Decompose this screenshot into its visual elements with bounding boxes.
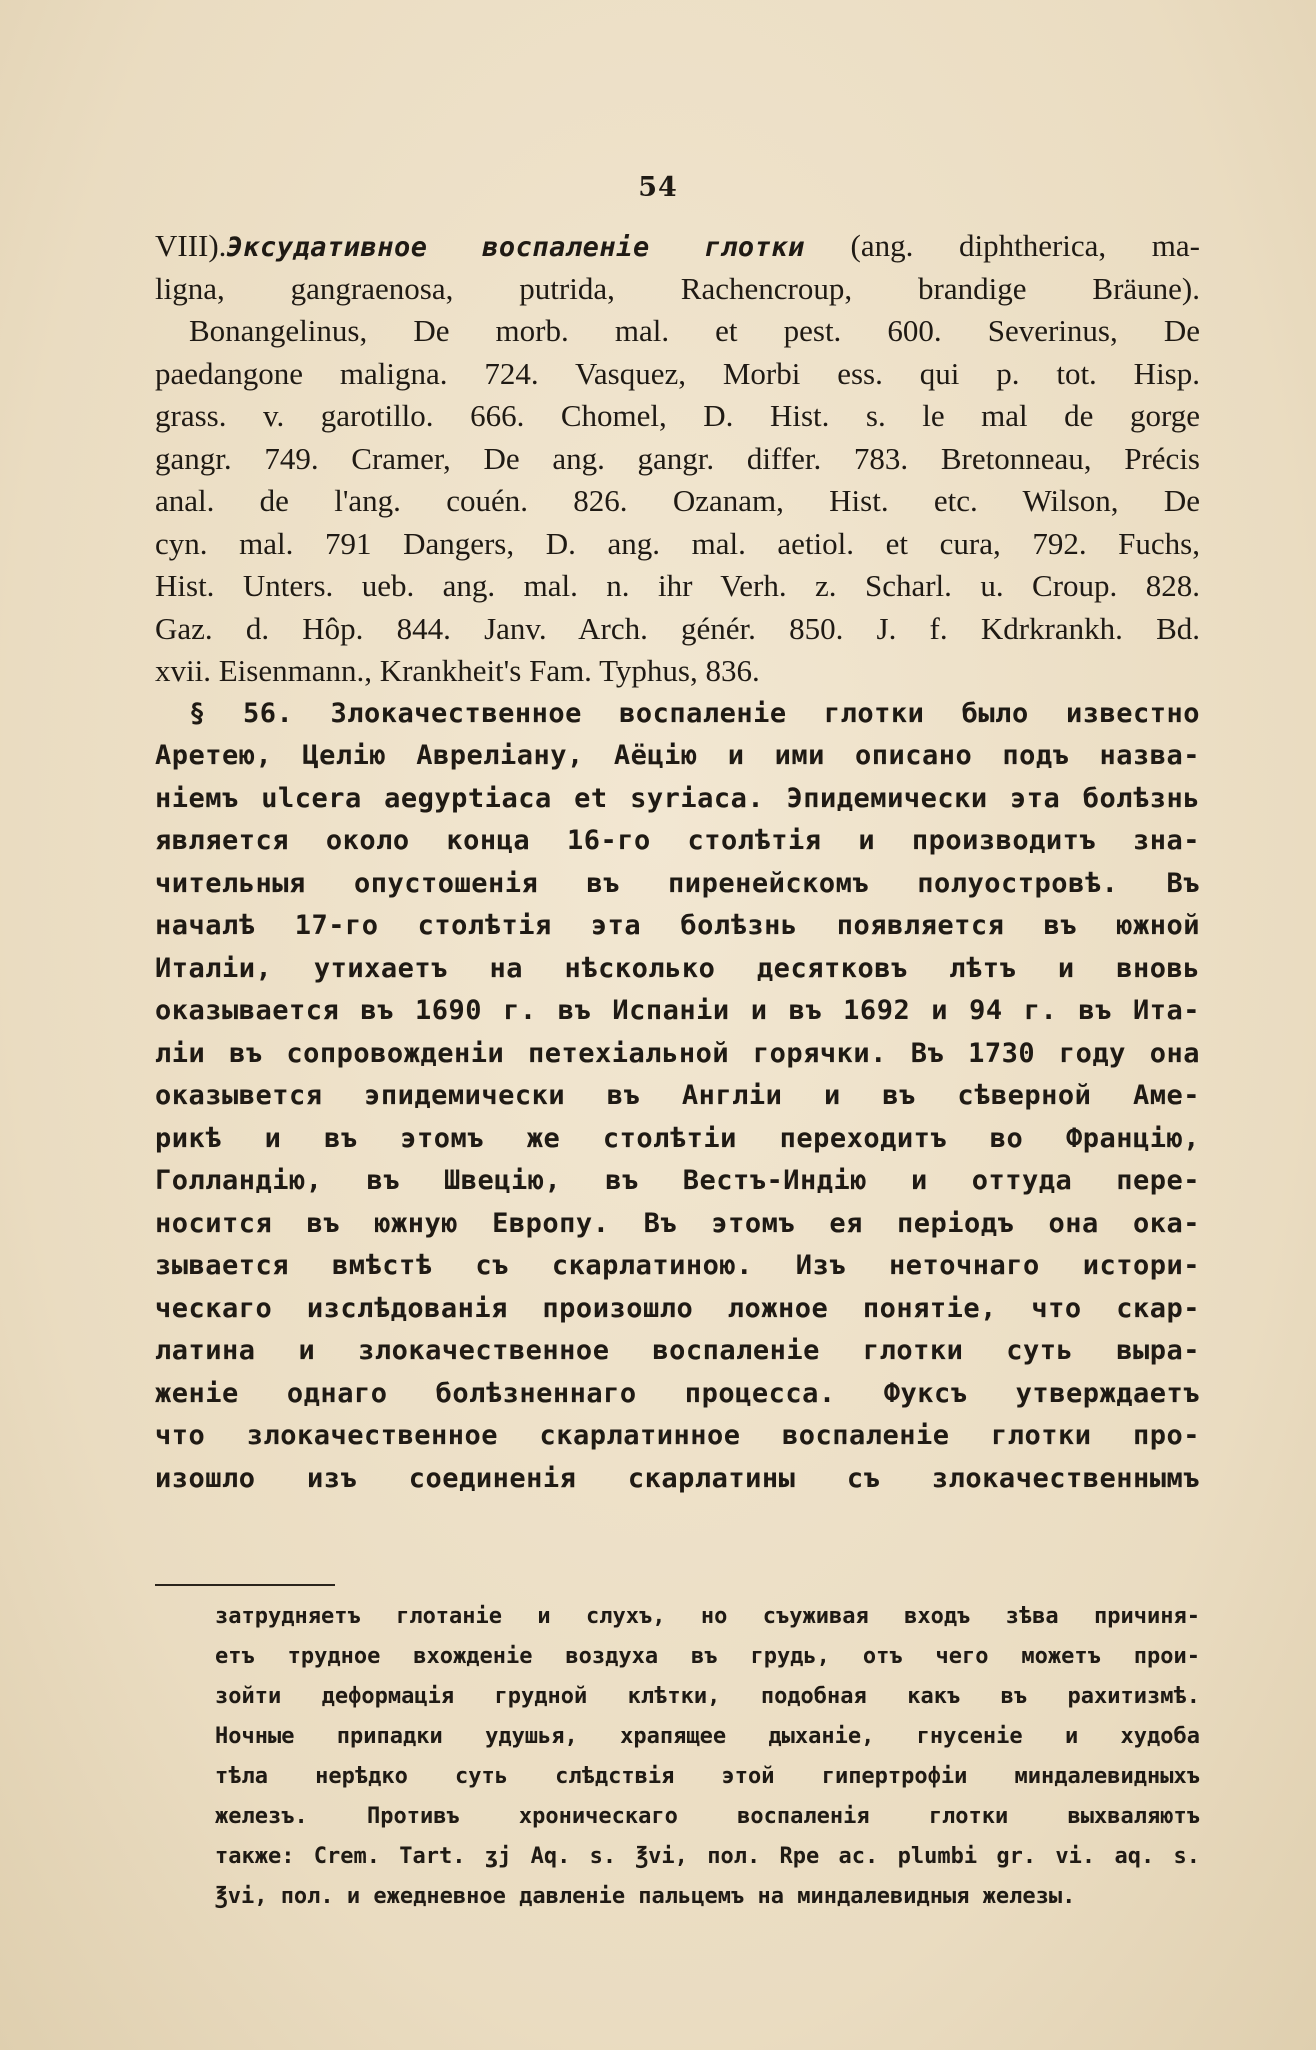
footnote-line: железъ. Противъ хроническаго воспаленія глотки выхваляютъ: [215, 1804, 1200, 1829]
heading-prefix: VIII).: [155, 228, 227, 263]
bibliography-line: gangr. 749. Cramer, De ang. gangr. differ. 783. Bretonneau, Précis: [155, 440, 1200, 476]
footnote-line: также: Crem. Tart. ʒj Aq. s. ℥vi, пол. Rpe ac. plumbi gr. vi. aq. s.: [215, 1844, 1200, 1869]
bibliography-line: grass. v. garotillo. 666. Chomel, D. Hist. s. le mal de gorge: [155, 398, 1200, 433]
bibliography-line: xvii. Eisenmann., Krankheit's Fam. Typhus, 836.: [155, 653, 760, 688]
bibliography-line: ligna, gangraenosa, putrida, Rachencroup, brandige Bräune).: [155, 270, 1200, 306]
page-number: 54: [638, 172, 678, 203]
section-paragraph-line: началѣ 17-го столѣтія эта болѣзнь появляется въ южной: [155, 910, 1200, 941]
footnote-line: затрудняетъ глотаніе и слухъ, но съуживая входъ зѣва причиня-: [215, 1604, 1200, 1629]
section-paragraph-line: является около конца 16-го столѣтія и производитъ зна-: [155, 825, 1200, 856]
bibliography-line: paedangone maligna. 724. Vasquez, Morbi ess. qui p. tot. Hisp.: [155, 355, 1200, 391]
footnote-line: зойти деформація грудной клѣтки, подобная какъ въ рахитизмѣ.: [215, 1684, 1200, 1709]
section-paragraph-line: Голландію, въ Швецію, въ Вестъ-Индію и оттуда пере-: [155, 1165, 1200, 1196]
heading-title: Эксудативное воспаленіе глотки: [226, 232, 805, 263]
footnote-line: тѣла нерѣдко суть слѣдствія этой гипертрофіи миндалевидныхъ: [215, 1764, 1200, 1789]
section-paragraph-line: изошло изъ соединенія скарлатины съ злокачественнымъ: [155, 1462, 1200, 1494]
section-paragraph-line: ніемъ ulcera aegyptiaca et syriaca. Эпидемически эта болѣзнь: [155, 782, 1200, 814]
section-paragraph-line: Аретею, Целію Авреліану, Аёцію и ими описано подъ назва-: [155, 740, 1200, 771]
section-paragraph-line: что злокачественное скарлатинное воспаленіе глотки про-: [155, 1420, 1200, 1451]
footnote-line: ℥vi, пол. и ежедневное давленіе пальцемъ на миндалевидныя железы.: [215, 1884, 1076, 1909]
footnote-divider: [155, 1584, 335, 1586]
section-paragraph-line: оказывется эпидемически въ Англіи и въ сѣверной Аме-: [155, 1080, 1200, 1111]
footnote: [215, 1597, 1200, 1917]
section-paragraph-line: рикѣ и въ этомъ же столѣтіи переходитъ во Францію,: [155, 1122, 1200, 1154]
footnote-line: Ночные припадки удушья, храпящее дыханіе, гнусеніе и худоба: [215, 1724, 1200, 1749]
bibliography-line: Gaz. d. Hôp. 844. Janv. Arch. génér. 850. J. f. Kdrkrankh. Bd.: [155, 610, 1200, 646]
section-paragraph-line: женіе однаго болѣзненнаго процесса. Фуксъ утверждаетъ: [155, 1377, 1200, 1409]
section-paragraph-line: чительныя опустошенія въ пиренейскомъ полуостровѣ. Въ: [155, 867, 1200, 899]
section-paragraph-line: оказывается въ 1690 г. въ Испаніи и въ 1692 и 94 г. въ Ита-: [155, 995, 1200, 1026]
section-heading: [155, 225, 1200, 268]
footnote-line: етъ трудное вхожденіе воздуха въ грудь, отъ чего можетъ прои-: [215, 1644, 1200, 1669]
section-paragraph-line: зывается вмѣстѣ съ скарлатиною. Изъ неточнаго истори-: [155, 1250, 1200, 1281]
bibliography-line: Hist. Unters. ueb. ang. mal. n. ihr Verh. z. Scharl. u. Croup. 828.: [155, 568, 1200, 603]
section-paragraph-line: ліи въ сопровожденіи петехіальной горячки. Въ 1730 году она: [155, 1037, 1200, 1069]
bibliography-line: Bonangelinus, De morb. mal. et pest. 600. Severinus, De: [189, 313, 1200, 348]
section-paragraph-line: носится въ южную Европу. Въ этомъ ея періодъ она ока-: [155, 1207, 1200, 1239]
main-text: [155, 225, 1200, 1500]
heading-rest: (ang. diphtherica, ma-: [850, 228, 1200, 263]
bibliography-line: anal. de l'ang. couén. 826. Ozanam, Hist. etc. Wilson, De: [155, 483, 1200, 518]
section-paragraph-line: ческаго изслѣдованія произошло ложное понятіе, что скар-: [155, 1292, 1200, 1324]
section-paragraph-line: § 56. Злокачественное воспаленіе глотки было известно: [189, 697, 1200, 729]
section-paragraph-line: латина и злокачественное воспаленіе глотки суть выра-: [155, 1335, 1200, 1366]
section-paragraph-line: Италіи, утихаетъ на нѣсколько десятковъ лѣтъ и вновь: [155, 952, 1200, 984]
bibliography-line: cyn. mal. 791 Dangers, D. ang. mal. aetiol. et cura, 792. Fuchs,: [155, 525, 1200, 561]
